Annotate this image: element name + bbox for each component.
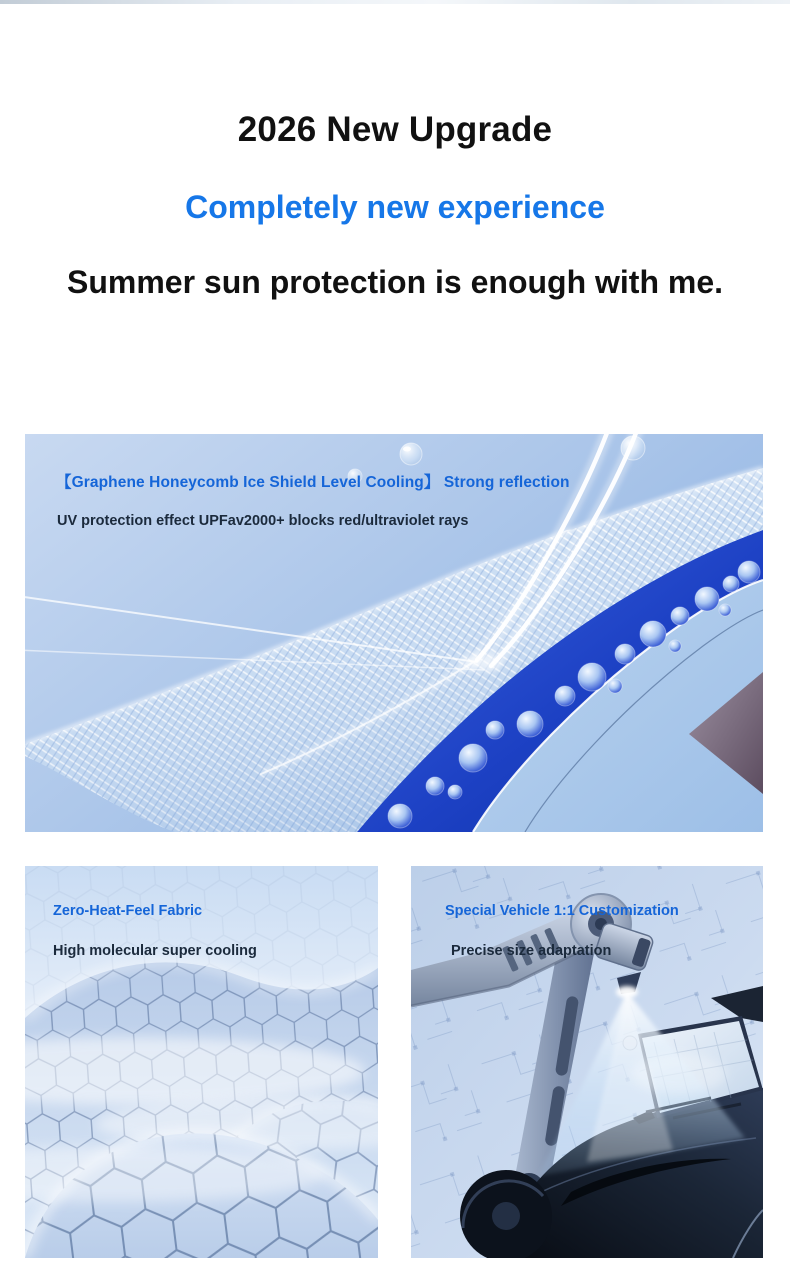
hero-subheading: UV protection effect UPFav2000+ blocks red/ultraviolet rays [57, 512, 469, 529]
hero-banner [25, 434, 763, 832]
card-text-block [53, 903, 257, 959]
feature-card-fabric [25, 866, 378, 1258]
hero-heading: 【Graphene Honeycomb Ice Shield Level Cooling】 Strong reflection [56, 473, 570, 491]
card-subtitle: High molecular super cooling [53, 942, 257, 959]
feature-card-customization [411, 866, 764, 1258]
feature-cards [25, 866, 765, 1258]
hero-text-block [56, 470, 570, 529]
page-subtitle: Completely new experience [185, 189, 605, 226]
page-tagline: Summer sun protection is enough with me. [66, 264, 724, 301]
top-divider [0, 0, 790, 4]
card-text-block [445, 903, 679, 959]
card-subtitle: Precise size adaptation [451, 942, 612, 959]
page-title: 2026 New Upgrade [237, 110, 553, 149]
card-title: Zero-Heat-Feel Fabric [53, 902, 203, 919]
intro-header [0, 0, 790, 301]
card-title: Special Vehicle 1:1 Customization [445, 902, 679, 919]
